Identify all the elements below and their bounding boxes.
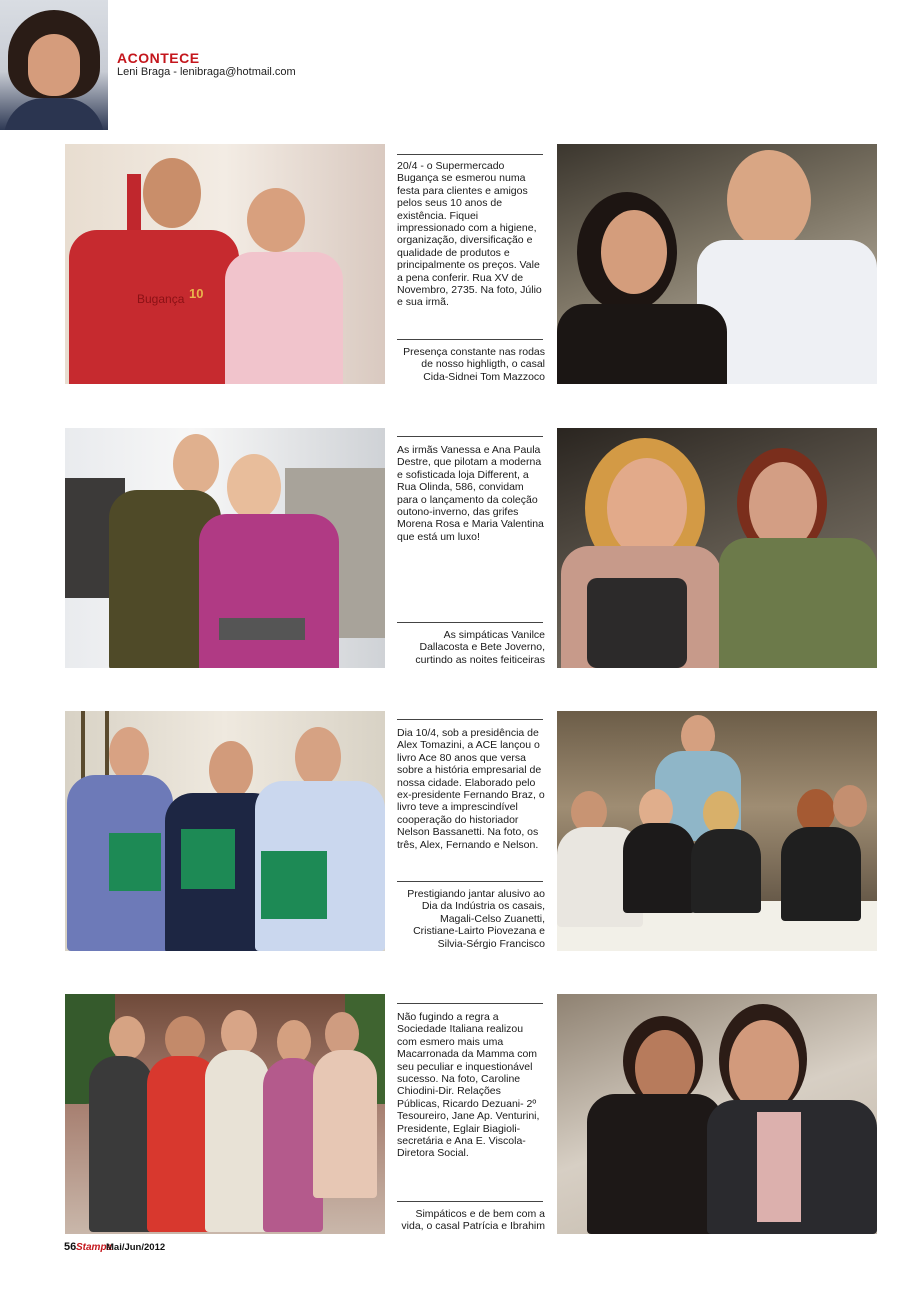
columnist-avatar (0, 0, 108, 130)
photo-sociedade-italiana (65, 994, 385, 1234)
caption-side: As simpáticas Vanilce Dallacosta e Bete Joverno, curtindo as noites feiticeiras (415, 629, 545, 666)
caption-main: Dia 10/4, sob a presidência de Alex Tomazini, a ACE lançou o livro Ace 80 anos que versa sobre a história empresarial de nossa cidade. Elaborado pelo ex-presidente Fernando Braz, o livro teve a imprescindível cooperação do historiador Nelson Bassanetti. Na foto, os três, Alex, Fernando e Nelson. (397, 727, 545, 851)
caption-main: 20/4 - o Supermercado Bugança se esmerou numa festa para clientes e amigos pelos seus 10 anos de existência. Fiquei impressionado com a higiene, organização, diversificação e qualidade de produtos e principalmente os preços. Vale a pena conferir. Rua XV de Novembro, 2735. Na foto, Júlio e sua irmã. (397, 160, 542, 309)
photo-cida-sidnei (557, 144, 877, 384)
caption-divider (397, 622, 543, 623)
caption-side: Prestigiando jantar alusivo ao Dia da Indústria os casais, Magali-Celso Zuanetti, Cristiane-Lairto Piovezana e Silvia-Sérgio Francisco (407, 888, 545, 950)
caption-divider (397, 1003, 543, 1004)
photo-julio-and-sister (65, 144, 385, 384)
caption-divider (397, 1201, 543, 1202)
caption-divider (397, 154, 543, 155)
issue-date: Mai/Jun/2012 (106, 1242, 166, 1253)
caption-main: As irmãs Vanessa e Ana Paula Destre, que pilotam a moderna e sofisticada loja Different, a Rua Olinda, 586, convidam para o lançamento da coleção outono-inverno, das grifes Morena Rosa e Maria Valentina que está um luxo! (397, 444, 544, 543)
photo-vanilce-bete (557, 428, 877, 668)
caption-side: Simpáticos e de bem com a vida, o casal Patrícia e Ibrahim (401, 1208, 545, 1233)
caption-main: Não fugindo a regra a Sociedade Italiana realizou com esmero mais uma Macarronada da Mamma com seu peculiar e inquestionável sucesso. Na foto, Caroline Chiodini-Dir. Relações Públicas, Ricardo Dezuani- 2º Tesoureiro, Jane Ap. Venturini, Presidente, Eglair Biagioli-secretária e Ana E. Viscola-Diretora Social. (397, 1011, 540, 1160)
caption-divider (397, 436, 543, 437)
caption-divider (397, 881, 543, 882)
columnist-byline: Leni Braga - lenibraga@hotmail.com (117, 66, 296, 78)
magazine-name: Stampa (76, 1242, 113, 1253)
photo-dia-da-industria (557, 711, 877, 951)
shirt-logo-text: Bugança (137, 292, 185, 306)
page-number: 56 (64, 1241, 77, 1253)
caption-divider (397, 339, 543, 340)
photo-patricia-ibrahim (557, 994, 877, 1234)
section-title: ACONTECE (117, 50, 200, 66)
shirt-logo-badge: 10 (189, 286, 204, 301)
photo-vanessa-ana-paula (65, 428, 385, 668)
caption-side: Presença constante nas rodas de nosso highligth, o casal Cida-Sidnei Tom Mazzoco (403, 346, 545, 383)
caption-divider (397, 719, 543, 720)
photo-ace-book-launch (65, 711, 385, 951)
